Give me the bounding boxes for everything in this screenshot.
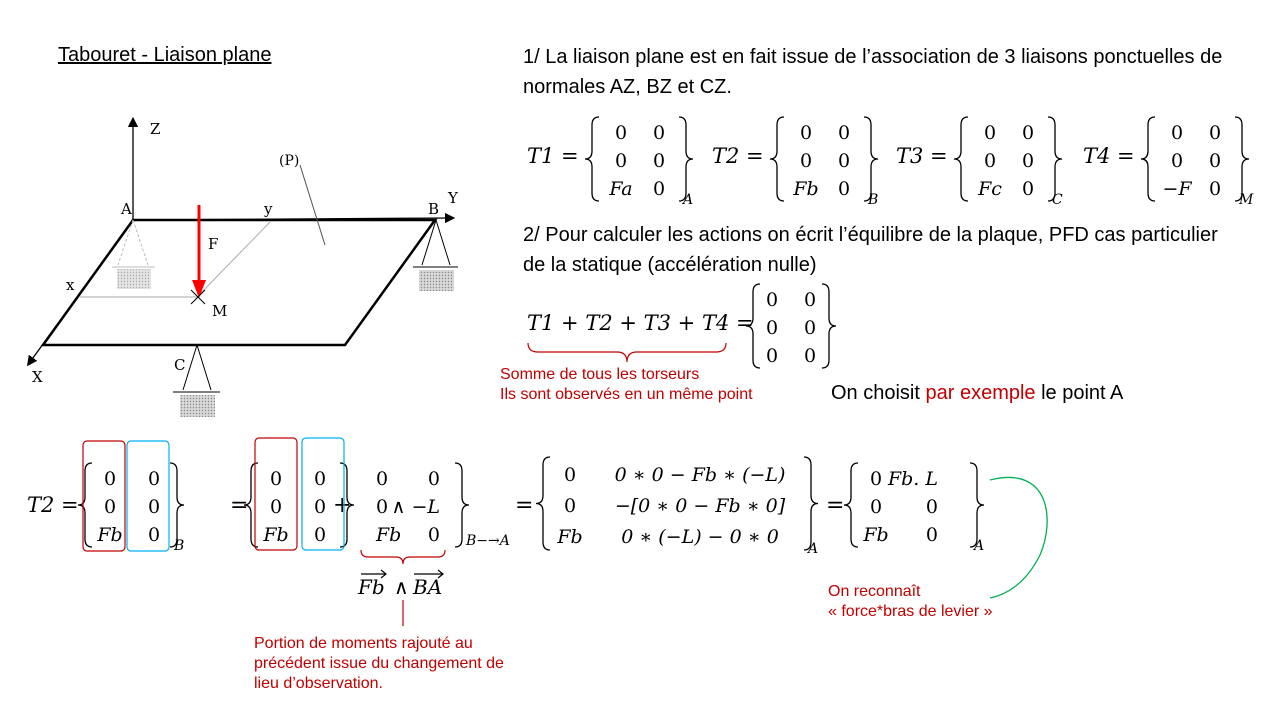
torsor-T3-cell: 0 bbox=[1021, 121, 1035, 144]
transport-m2-cell: Fb bbox=[263, 523, 289, 546]
label-x-axis: X bbox=[32, 368, 43, 386]
torsor-label-T4: T4 = bbox=[1083, 144, 1135, 168]
transport-eq1: = bbox=[230, 493, 249, 518]
torsor-T3-cell: Fc bbox=[978, 177, 1002, 200]
transport-m2-cell: 0 bbox=[313, 523, 327, 546]
transport-m3-cell: 0 ∗ (−L) − 0 ∗ 0 bbox=[621, 526, 779, 549]
torsor-T1-point: A bbox=[683, 192, 694, 208]
equilibrium-zero-cell: 0 bbox=[803, 288, 817, 311]
transport-subscript: B−→A bbox=[466, 533, 510, 549]
label-a: A bbox=[121, 200, 132, 218]
lever-curve bbox=[990, 477, 1047, 598]
torsor-label-T2: T2 = bbox=[712, 144, 764, 168]
torsor-T3-left-brace bbox=[954, 117, 968, 201]
cross-v2: BA bbox=[413, 575, 443, 599]
torsor-T3-right-brace bbox=[1048, 117, 1062, 201]
choose-before: On choisit bbox=[831, 382, 926, 404]
label-b: B bbox=[428, 200, 440, 218]
vector-cell: Fb bbox=[376, 523, 402, 546]
transport-m2-cell: 0 bbox=[269, 467, 283, 490]
torsor-T2-cell: 0 bbox=[837, 177, 851, 200]
torsor-T1-cell: 0 bbox=[614, 149, 628, 172]
transport-plus: + bbox=[333, 493, 352, 518]
transport-m1-cell: 0 bbox=[147, 495, 161, 518]
transport-eq2: = bbox=[515, 493, 534, 518]
torsor-T4-cell: 0 bbox=[1208, 121, 1222, 144]
transport-calculation bbox=[27, 457, 984, 599]
vector-cell: 0 bbox=[376, 495, 389, 518]
slide-title: Tabouret - Liaison plane bbox=[58, 44, 272, 66]
label-y-coord: y bbox=[264, 200, 273, 218]
torsor-T1-cell: 0 bbox=[652, 177, 666, 200]
vector-cell: ∧ −L bbox=[391, 495, 440, 518]
transport-m4-cell: Fb. L bbox=[887, 467, 938, 490]
torsor-T2-cell: Fb bbox=[793, 177, 819, 200]
torsor-T3-point: C bbox=[1052, 192, 1063, 208]
label-plane: (P) bbox=[279, 153, 300, 169]
moment-note: Portion de moments rajouté au précédent issue du changement de lieu d’observation. bbox=[254, 635, 504, 692]
transport-m3-cell: 0 bbox=[563, 495, 577, 518]
torsor-T1-cell: Fa bbox=[609, 177, 633, 200]
equilibrium-zero-cell: 0 bbox=[803, 316, 817, 339]
transport-m3-point: A bbox=[808, 541, 819, 557]
transport-m4-cell: Fb bbox=[863, 523, 889, 546]
torsor-T3-cell: 0 bbox=[1021, 177, 1035, 200]
cross-v1: Fb bbox=[358, 575, 385, 599]
equilibrium-zero-cell: 0 bbox=[765, 288, 779, 311]
equilibrium-zero-cell: 0 bbox=[765, 316, 779, 339]
torsor-T2-cell: 0 bbox=[837, 149, 851, 172]
transport-m3-left-brace bbox=[536, 457, 550, 550]
transport-m3-cell: Fb bbox=[557, 526, 583, 549]
torsor-T2-left-brace bbox=[770, 117, 784, 201]
transport-m4-left-brace bbox=[844, 463, 858, 547]
step-1-text: 1/ La liaison plane est en fait issue de l’association de 3 liaisons ponctuelles de normales AZ, BZ et CZ. bbox=[523, 46, 1223, 98]
transport-m1-point: B bbox=[174, 538, 185, 554]
sum-note-line2: Ils sont observés en un même point bbox=[500, 386, 753, 403]
transport-m2-cell: 0 bbox=[313, 495, 327, 518]
choose-highlight: par exemple bbox=[925, 382, 1036, 404]
torsor-label-T3: T3 = bbox=[896, 144, 948, 168]
torsor-T4-right-brace bbox=[1235, 117, 1249, 201]
transport-m4-right-brace bbox=[970, 463, 984, 547]
label-c: C bbox=[174, 356, 186, 374]
torsor-T2-cell: 0 bbox=[799, 121, 813, 144]
transport-m3-cell: −[0 ∗ 0 − Fb ∗ 0] bbox=[614, 495, 786, 518]
sum-underbrace bbox=[528, 343, 726, 362]
step-2-text: 2/ Pour calculer les actions on écrit l’équilibre de la plaque, PFD cas particulier de la statique (accélération nulle) bbox=[523, 224, 1218, 276]
torsor-T3-cell: 0 bbox=[983, 121, 997, 144]
label-x-coord: x bbox=[66, 276, 75, 294]
label-m: M bbox=[212, 302, 228, 320]
vector-cell: 0 bbox=[427, 467, 440, 490]
torsor-T1-cell: 0 bbox=[652, 149, 666, 172]
torsor-T3-cell: 0 bbox=[983, 149, 997, 172]
transport-m4-cell: 0 bbox=[925, 495, 938, 518]
torsor-T3-cell: 0 bbox=[1021, 149, 1035, 172]
torsor-T2-cell: 0 bbox=[799, 149, 813, 172]
torsor-T4-point: M bbox=[1239, 192, 1254, 208]
torsor-T2-cell: 0 bbox=[837, 121, 851, 144]
transport-m1-left-brace bbox=[78, 463, 92, 547]
lever-note-line2: « force*bras de levier » bbox=[828, 603, 993, 620]
torsor-T4-left-brace bbox=[1141, 117, 1155, 201]
transport-m2-cell: 0 bbox=[269, 495, 283, 518]
torsor-T4-cell: −F bbox=[1162, 177, 1192, 200]
torsor-T1-right-brace bbox=[679, 117, 693, 201]
transport-m2-left-brace bbox=[244, 463, 258, 547]
transport-m1-right-brace bbox=[170, 463, 184, 547]
equilibrium-zero-cell: 0 bbox=[803, 344, 817, 367]
transport-eq3: = bbox=[826, 493, 845, 518]
equilibrium-zero-right-brace bbox=[822, 284, 836, 368]
torsor-label-T1: T1 = bbox=[527, 144, 579, 168]
transport-m4-cell: 0 bbox=[925, 523, 938, 546]
torsor-T4-cell: 0 bbox=[1208, 149, 1222, 172]
label-z: Z bbox=[150, 120, 161, 138]
transport-m1-cell: 0 bbox=[147, 467, 161, 490]
transport-m3-cell: 0 bbox=[563, 464, 577, 487]
torsor-T4-cell: 0 bbox=[1170, 149, 1184, 172]
cross-op: ∧ bbox=[394, 575, 409, 599]
sum-note-line1: Somme de tous les torseurs bbox=[500, 366, 700, 383]
choose-after: le point A bbox=[1035, 382, 1124, 404]
transport-m2-cell: 0 bbox=[313, 467, 327, 490]
torsor-row bbox=[527, 117, 1254, 208]
transport-m1-cell: 0 bbox=[147, 523, 161, 546]
transport-m1-cell: Fb bbox=[97, 523, 123, 546]
torsor-T1-cell: 0 bbox=[652, 121, 666, 144]
transport-lhs: T2 = bbox=[27, 493, 79, 517]
torsor-T4-cell: 0 bbox=[1170, 121, 1184, 144]
transport-m3-cell: 0 ∗ 0 − Fb ∗ (−L) bbox=[614, 464, 786, 487]
transport-m4-cell: 0 bbox=[869, 467, 883, 490]
torsor-T4-cell: 0 bbox=[1208, 177, 1222, 200]
transport-m3-right-brace bbox=[804, 457, 818, 550]
cross-underbrace bbox=[361, 550, 445, 564]
label-f: F bbox=[208, 235, 219, 253]
equilibrium-zero-cell: 0 bbox=[765, 344, 779, 367]
torsor-T2-right-brace bbox=[864, 117, 878, 201]
equilibrium-equation bbox=[527, 284, 836, 368]
vector-cell: 0 bbox=[376, 467, 389, 490]
torsor-T2-point: B bbox=[868, 192, 879, 208]
transport-m4-cell: 0 bbox=[869, 495, 883, 518]
lever-note-line1: On reconnaît bbox=[828, 583, 921, 600]
torsor-T1-left-brace bbox=[585, 117, 599, 201]
equilibrium-lhs: T1 + T2 + T3 + T4 = bbox=[527, 311, 754, 335]
transport-m4-point: A bbox=[974, 538, 985, 554]
transport-m1-cell: 0 bbox=[103, 495, 117, 518]
transport-m1-cell: 0 bbox=[103, 467, 117, 490]
torsor-T1-cell: 0 bbox=[614, 121, 628, 144]
label-y-axis: Y bbox=[448, 189, 458, 207]
vector-cell: 0 bbox=[427, 523, 440, 546]
